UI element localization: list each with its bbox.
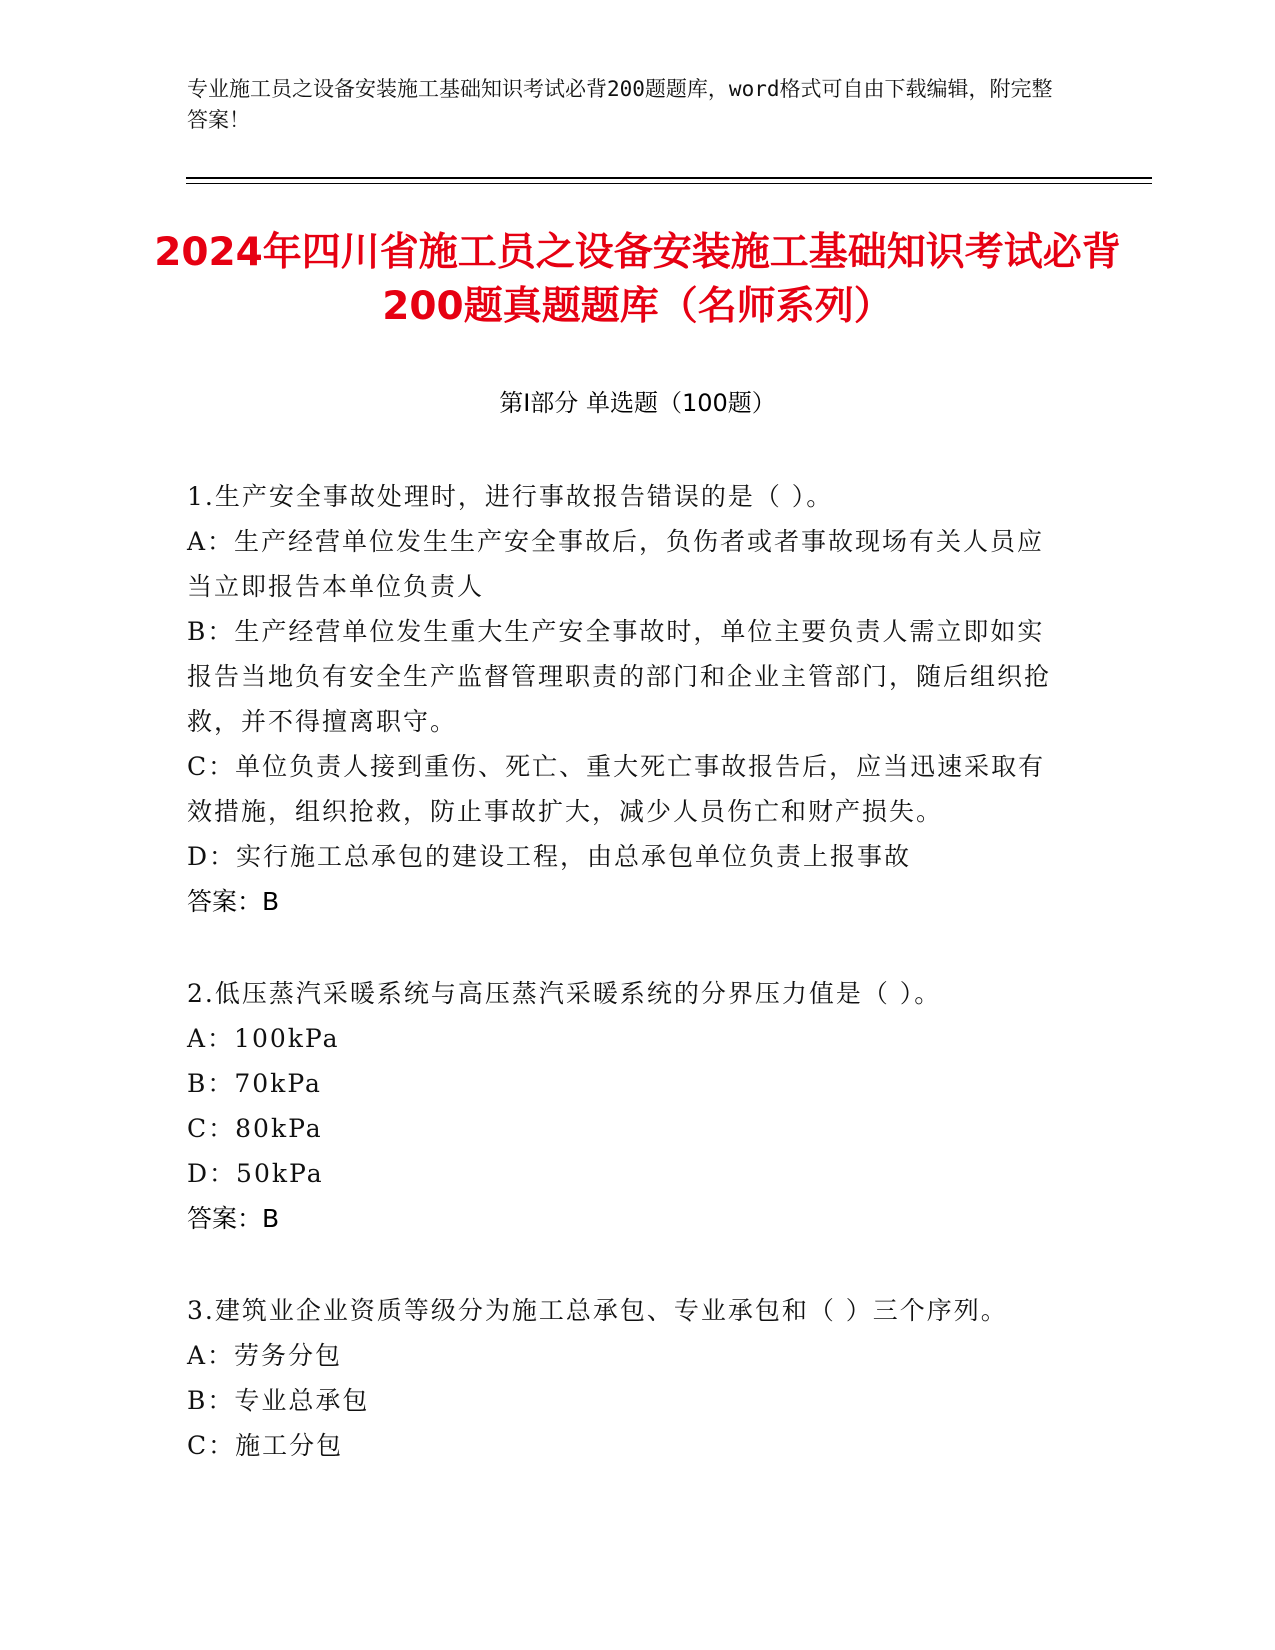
option-c: C：80kPa <box>187 1114 323 1143</box>
header-divider <box>186 177 1152 179</box>
document-title: 2024年四川省施工员之设备安装施工基础知识考试必背200题真题题库（名师系列） <box>154 230 1121 329</box>
section-title: 第Ⅰ部分 单选题（100题） <box>499 389 776 417</box>
answer: 答案：B <box>187 887 280 916</box>
question-stem: 1.生产安全事故处理时，进行事故报告错误的是（ ）。 <box>187 482 834 511</box>
option-b: B：专业总承包 <box>187 1386 370 1415</box>
option-d: D：50kPa <box>187 1159 324 1188</box>
question-1 <box>187 474 1067 924</box>
question-stem: 3.建筑业企业资质等级分为施工总承包、专业承包和（ ）三个序列。 <box>187 1296 1008 1325</box>
question-2 <box>187 971 1067 1241</box>
answer: 答案：B <box>187 1204 280 1233</box>
question-stem: 2.低压蒸汽采暖系统与高压蒸汽采暖系统的分界压力值是（ ）。 <box>187 979 942 1008</box>
header-divider-thin <box>186 183 1152 184</box>
option-a: A：生产经营单位发生生产安全事故后，负伤者或者事故现场有关人员应当立即报告本单位负责人 <box>187 527 1045 601</box>
header-note: 专业施工员之设备安装施工基础知识考试必背200题题库，word格式可自由下载编辑，附完整答案！ <box>187 77 1053 132</box>
question-list <box>187 474 1067 1515</box>
option-b: B：70kPa <box>187 1069 322 1098</box>
option-d: D：实行施工总承包的建设工程，由总承包单位负责上报事故 <box>187 842 912 871</box>
question-3 <box>187 1288 1067 1468</box>
option-a: A：劳务分包 <box>187 1341 343 1370</box>
option-a: A：100kPa <box>187 1024 340 1053</box>
option-c: C：施工分包 <box>187 1431 344 1460</box>
option-c: C：单位负责人接到重伤、死亡、重大死亡事故报告后，应当迅速采取有效措施，组织抢救，防止事故扩大，减少人员伤亡和财产损失。 <box>187 752 1046 826</box>
option-b: B：生产经营单位发生重大生产安全事故时，单位主要负责人需立即如实报告当地负有安全生产监督管理职责的部门和企业主管部门，随后组织抢救，并不得擅离职守。 <box>187 617 1052 736</box>
